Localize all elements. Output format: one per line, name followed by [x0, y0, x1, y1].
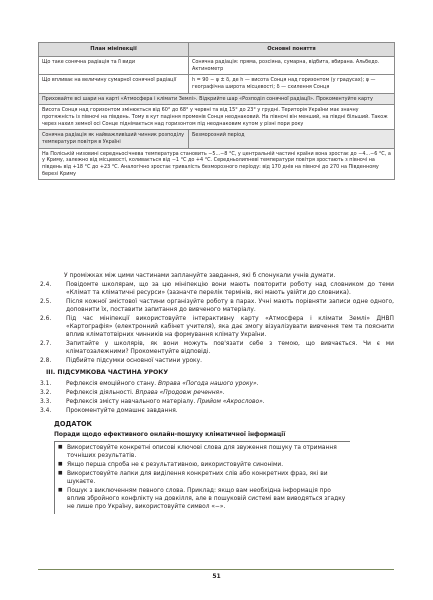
table-cell: h = 90 − φ ± δ, де h — висота Сонця над горизонтом (у градусах); φ — географічна широта місцевості; δ — схилення Сонця: [189, 75, 395, 93]
item-text: Під час мініпекції використовуйте інтерактивну карту «Атмосфера і клімати Землі» ДНВП «Картографія» (електронний кабінет учителя), яка дає змогу візуалізувати вивчення тем та пояснити вплив кліматотвірних чинників на формування клімату України.: [66, 316, 394, 339]
list-item: [38, 315, 394, 339]
item-number: 3.1.: [40, 380, 52, 387]
item-text: Підбийте підсумки основної частини уроку.: [66, 358, 202, 365]
item-text-lead: Рефлексія емоційного стану.: [66, 380, 158, 387]
table-row: [39, 93, 395, 105]
table-cell: Що таке сонячна радіація та її види: [39, 57, 189, 75]
item-number: 3.3.: [40, 398, 52, 405]
item-text: Після кожної змістової частини організуйте роботу в парах. Учні мають порівняти записи одне одного, доповнити їх, поставити запитання до вивченого матеріалу.: [66, 299, 394, 314]
tips-heading: Поради щодо ефективного онлайн-пошуку кліматичної інформації: [54, 431, 286, 438]
item-text-italic: Вправа «Погода нашого уроку».: [158, 380, 259, 387]
bullet-square-icon: ■: [58, 470, 63, 476]
item-number: 2.7.: [40, 341, 52, 348]
table-row: [39, 75, 395, 93]
item-number: 2.5.: [40, 299, 52, 306]
item-text-lead: Прокоментуйте домашнє завдання.: [66, 407, 178, 414]
section-heading: ІІІ. ПІДСУМКОВА ЧАСТИНА УРОКУ: [46, 369, 169, 377]
list-item: [58, 461, 350, 469]
item-number: 2.6.: [40, 316, 52, 323]
item-text: [66, 407, 394, 415]
item-text: Запитайте у школярів, як вони можуть пов'язати себе з темою, що вивчається. Чи є ми кліматозалежними? Прокоментуйте відповіді.: [66, 341, 394, 356]
bullet-square-icon: ■: [58, 487, 63, 493]
item-text-italic: Вправа «Продовж речення».: [135, 389, 225, 396]
footer-divider: [38, 569, 394, 570]
table-cell: Сонячна радіація: пряма, розсіяна, сумарна, відбита, вбирана. Альбедо. Актинометр: [189, 57, 395, 75]
item-number: 3.2.: [40, 389, 52, 396]
list-item: [38, 380, 394, 388]
tip-text: Використовуйте лапки для виділення конкретних слів або конкретних фраз, які ви шукаєте.: [67, 470, 328, 485]
intro-paragraph: У проміжках між цими частинами заплануйте завдання, які б спонукали учнів думати.: [64, 273, 336, 279]
item-text: Повідомте школярам, що за цю мініпекцію вони мають повторити роботу над словником до теми «Клімат та кліматичні ресурси» (зазначте перелік термінів, які мають увійти до словника).: [66, 282, 394, 297]
list-item: [38, 407, 394, 415]
item-text-italic: Прийом «Акрослово».: [197, 398, 265, 405]
item-number: 2.4.: [40, 282, 52, 289]
table-header-concepts: Основні поняття: [189, 43, 395, 57]
tip-text: Якщо перша спроба не є результативною, використовуйте синоніми.: [67, 461, 284, 468]
item-text-lead: Рефлексія змісту навчального матеріалу.: [66, 398, 198, 405]
item-text-lead: Рефлексія діяльності.: [66, 389, 136, 396]
item-number: 3.4.: [40, 407, 52, 414]
item-text: [66, 380, 394, 388]
list-item: [38, 357, 394, 365]
table-cell-explanation: На Поліській низовині середньосічнева температура становить −5...−8 °С, у центральній частині країни вона зростає до −4...−6 °С, а у Криму, залежно від місцевості, коливається від −1 °С до +4 °С. Середньолипневі температури повітря зростають з півночі на південь від +18 °С до +23 °С. Аналогічно зростає тривалість безморозного періоду: від 170 днів на півночі до 270 на Південному березі Криму: [39, 148, 395, 180]
table-cell: Сонячна радіація як найважливіший чинник розподілу температури повітря в Україні: [39, 130, 189, 148]
appendix-heading: ДОДАТОК: [54, 419, 92, 428]
table-header-plan: План мініпекції: [39, 43, 189, 57]
table-cell: Безморозний період: [189, 130, 395, 148]
table-cell-instruction: Приховайте всі шари на карті «Атмосфера і клімати Землі». Відкрийте шар «Розподіл сонячної радіації». Прокоментуйте карту: [39, 93, 395, 105]
lecture-plan-table: [38, 42, 395, 180]
lesson-body: [38, 272, 394, 514]
tip-text: Пошук з виключенням певного слова. Приклад: якщо вам необхідна інформація про вплив збройного конфлікту на довкілля, але в пошуковій системі вам виводяться згадку не лише про Україну, використовуйте символ «−».: [67, 488, 346, 511]
item-text: [66, 389, 394, 397]
table-row: [39, 57, 395, 75]
list-item: [38, 298, 394, 314]
table-row: [39, 130, 395, 148]
bullet-square-icon: ■: [58, 461, 63, 467]
bullet-square-icon: ■: [58, 444, 63, 450]
item-number: 2.8.: [40, 358, 52, 365]
table-cell-explanation: Висота Сонця над горизонтом змінюється від 60° до 68° у червні та від 15° до 23° у грудні. Територія України має значну протяжність із півночі на південь. Тому в кут падіння променів Сонця неоднаковий. На півночі він менший, на півдні більший. Також через нахил земної осі Сонце піднімається над горизонтом під неоднаковим кутом у різні пори року: [39, 105, 395, 130]
table-header-row: [39, 43, 395, 57]
list-item: [38, 389, 394, 397]
list-item: [58, 487, 350, 511]
table-row: [39, 148, 395, 180]
list-item: [58, 470, 350, 486]
list-item: [38, 340, 394, 356]
list-item: [38, 398, 394, 406]
tip-text: Використовуйте конкретні описові ключові слова для звуження пошуку та отримання точніших результатів.: [67, 444, 337, 459]
tips-box: [54, 441, 350, 514]
item-text: [66, 398, 394, 406]
table-cell: Що впливає на величину сумарної сонячної радіації: [39, 75, 189, 93]
list-item: [38, 281, 394, 297]
list-item: [58, 444, 350, 460]
table-row: [39, 105, 395, 130]
page-number: 51: [212, 573, 221, 580]
